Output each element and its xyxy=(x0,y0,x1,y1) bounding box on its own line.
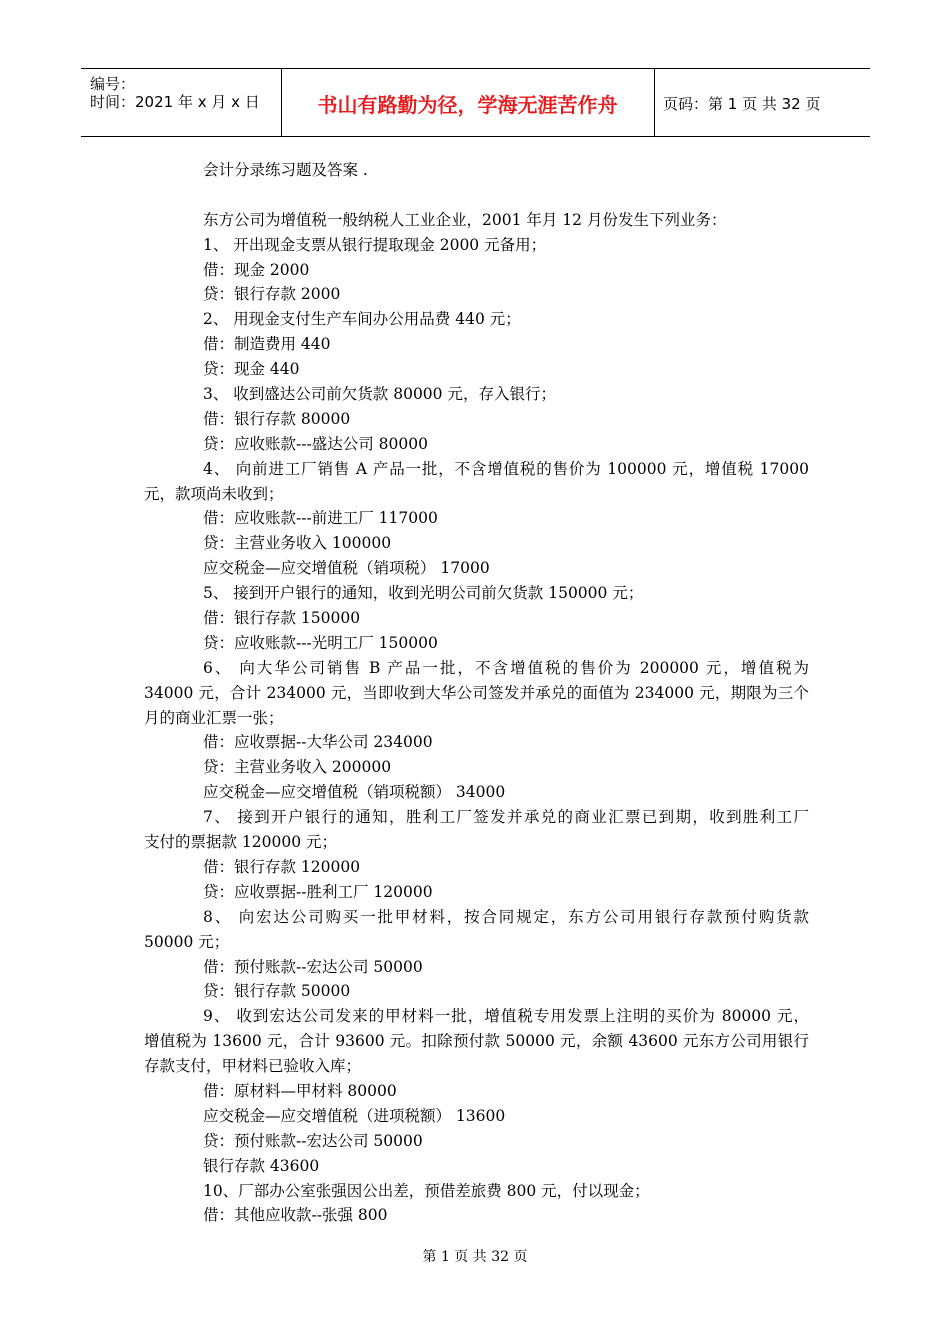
text-line: 1、 开出现金支票从银行提取现金 2000 元备用； xyxy=(203,235,547,254)
text-line: 增值税为 13600 元，合计 93600 元。扣除预付款 50000 元，余额 43600 元东方公司用银行 xyxy=(144,1032,809,1051)
text-line: 借：应收票据--大华公司 234000 xyxy=(203,733,433,752)
text-line: 应交税金—应交增值税（销项税额） 34000 xyxy=(203,783,506,802)
text-line: 借：预付账款--宏达公司 50000 xyxy=(203,957,423,976)
text-line: 银行存款 43600 xyxy=(203,1156,320,1175)
text-line: 贷：应收账款---光明工厂 150000 xyxy=(203,633,438,652)
text-line: 借：银行存款 80000 xyxy=(203,409,351,428)
text-line: 月的商业汇票一张； xyxy=(144,708,284,727)
text-line: 贷：银行存款 50000 xyxy=(203,982,351,1001)
text-line: 5、 接到开户银行的通知，收到光明公司前欠货款 150000 元； xyxy=(203,584,644,603)
document-number-label: 编号： xyxy=(90,75,136,93)
header-left-cell xyxy=(81,69,282,136)
entry-lines xyxy=(144,233,809,1229)
text-line: 借：其他应收款--张强 800 xyxy=(203,1206,388,1225)
header-right-cell xyxy=(654,69,870,136)
text-line: 8、 向宏达公司购买一批甲材料，按合同规定，东方公司用银行存款预付购货款 xyxy=(203,907,809,926)
header-motto-cell xyxy=(281,69,655,136)
text-line: 应交税金—应交增值税（进项税额） 13600 xyxy=(203,1106,506,1125)
header-motto: 书山有路勤为径，学海无涯苦作舟 xyxy=(317,93,618,117)
text-line: 存款支付，甲材料已验收入库； xyxy=(144,1057,362,1076)
text-line: 7、 接到开户银行的通知，胜利工厂签发并承兑的商业汇票已到期，收到胜利工厂 xyxy=(203,808,809,827)
text-line: 借：银行存款 120000 xyxy=(203,857,361,876)
text-line: 借：应收账款---前进工厂 117000 xyxy=(203,509,438,528)
text-line: 借：现金 2000 xyxy=(203,260,310,279)
text-line: 贷：现金 440 xyxy=(203,360,300,379)
text-line: 6、 向大华公司销售 B 产品一批，不含增值税的售价为 200000 元，增值税为 xyxy=(203,658,809,677)
document-body xyxy=(144,158,809,1228)
text-line: 应交税金—应交增值税（销项税） 17000 xyxy=(203,559,490,578)
text-line: 2、 用现金支付生产车间办公用品费 440 元； xyxy=(203,310,521,329)
text-line: 50000 元； xyxy=(144,932,230,951)
text-line: 贷：应收账款---盛达公司 80000 xyxy=(203,434,428,453)
text-line: 贷：主营业务收入 200000 xyxy=(203,758,392,777)
text-line: 贷：应收票据--胜利工厂 120000 xyxy=(203,882,433,901)
text-line: 贷：预付账款--宏达公司 50000 xyxy=(203,1131,423,1150)
text-line: 34000 元，合计 234000 元，当即收到大华公司签发并承兑的面值为 234000 元，期限为三个 xyxy=(144,683,809,702)
text-line: 借：制造费用 440 xyxy=(203,335,331,354)
document-intro: 东方公司为增值税一般纳税人工业企业，2001 年月 12 月份发生下列业务： xyxy=(203,210,727,229)
text-line: 10、厂部办公室张强因公出差，预借差旅费 800 元，付以现金； xyxy=(203,1181,650,1200)
page-header xyxy=(81,68,870,137)
text-line: 9、 收到宏达公司发来的甲材料一批，增值税专用发票上注明的买价为 80000 元， xyxy=(203,1007,809,1026)
page-footer: 第 1 页 共 32 页 xyxy=(422,1249,528,1265)
header-page-info: 页码：第 1 页 共 32 页 xyxy=(663,95,821,113)
text-line: 贷：银行存款 2000 xyxy=(203,285,341,304)
document-title: 会计分录练习题及答案 . xyxy=(203,161,368,179)
document-time-label: 时间：2021 年 x 月 x 日 xyxy=(90,93,260,111)
text-line: 支付的票据款 120000 元； xyxy=(144,833,338,852)
text-line: 3、 收到盛达公司前欠货款 80000 元，存入银行； xyxy=(203,385,556,404)
text-line: 元，款项尚未收到； xyxy=(144,484,284,503)
text-line: 借：原材料—甲材料 80000 xyxy=(203,1081,397,1100)
text-line: 贷：主营业务收入 100000 xyxy=(203,534,392,553)
text-line: 4、 向前进工厂销售 A 产品一批，不含增值税的售价为 100000 元，增值税 17000 xyxy=(203,459,809,478)
blank-line xyxy=(144,183,809,208)
text-line: 借：银行存款 150000 xyxy=(203,609,361,628)
